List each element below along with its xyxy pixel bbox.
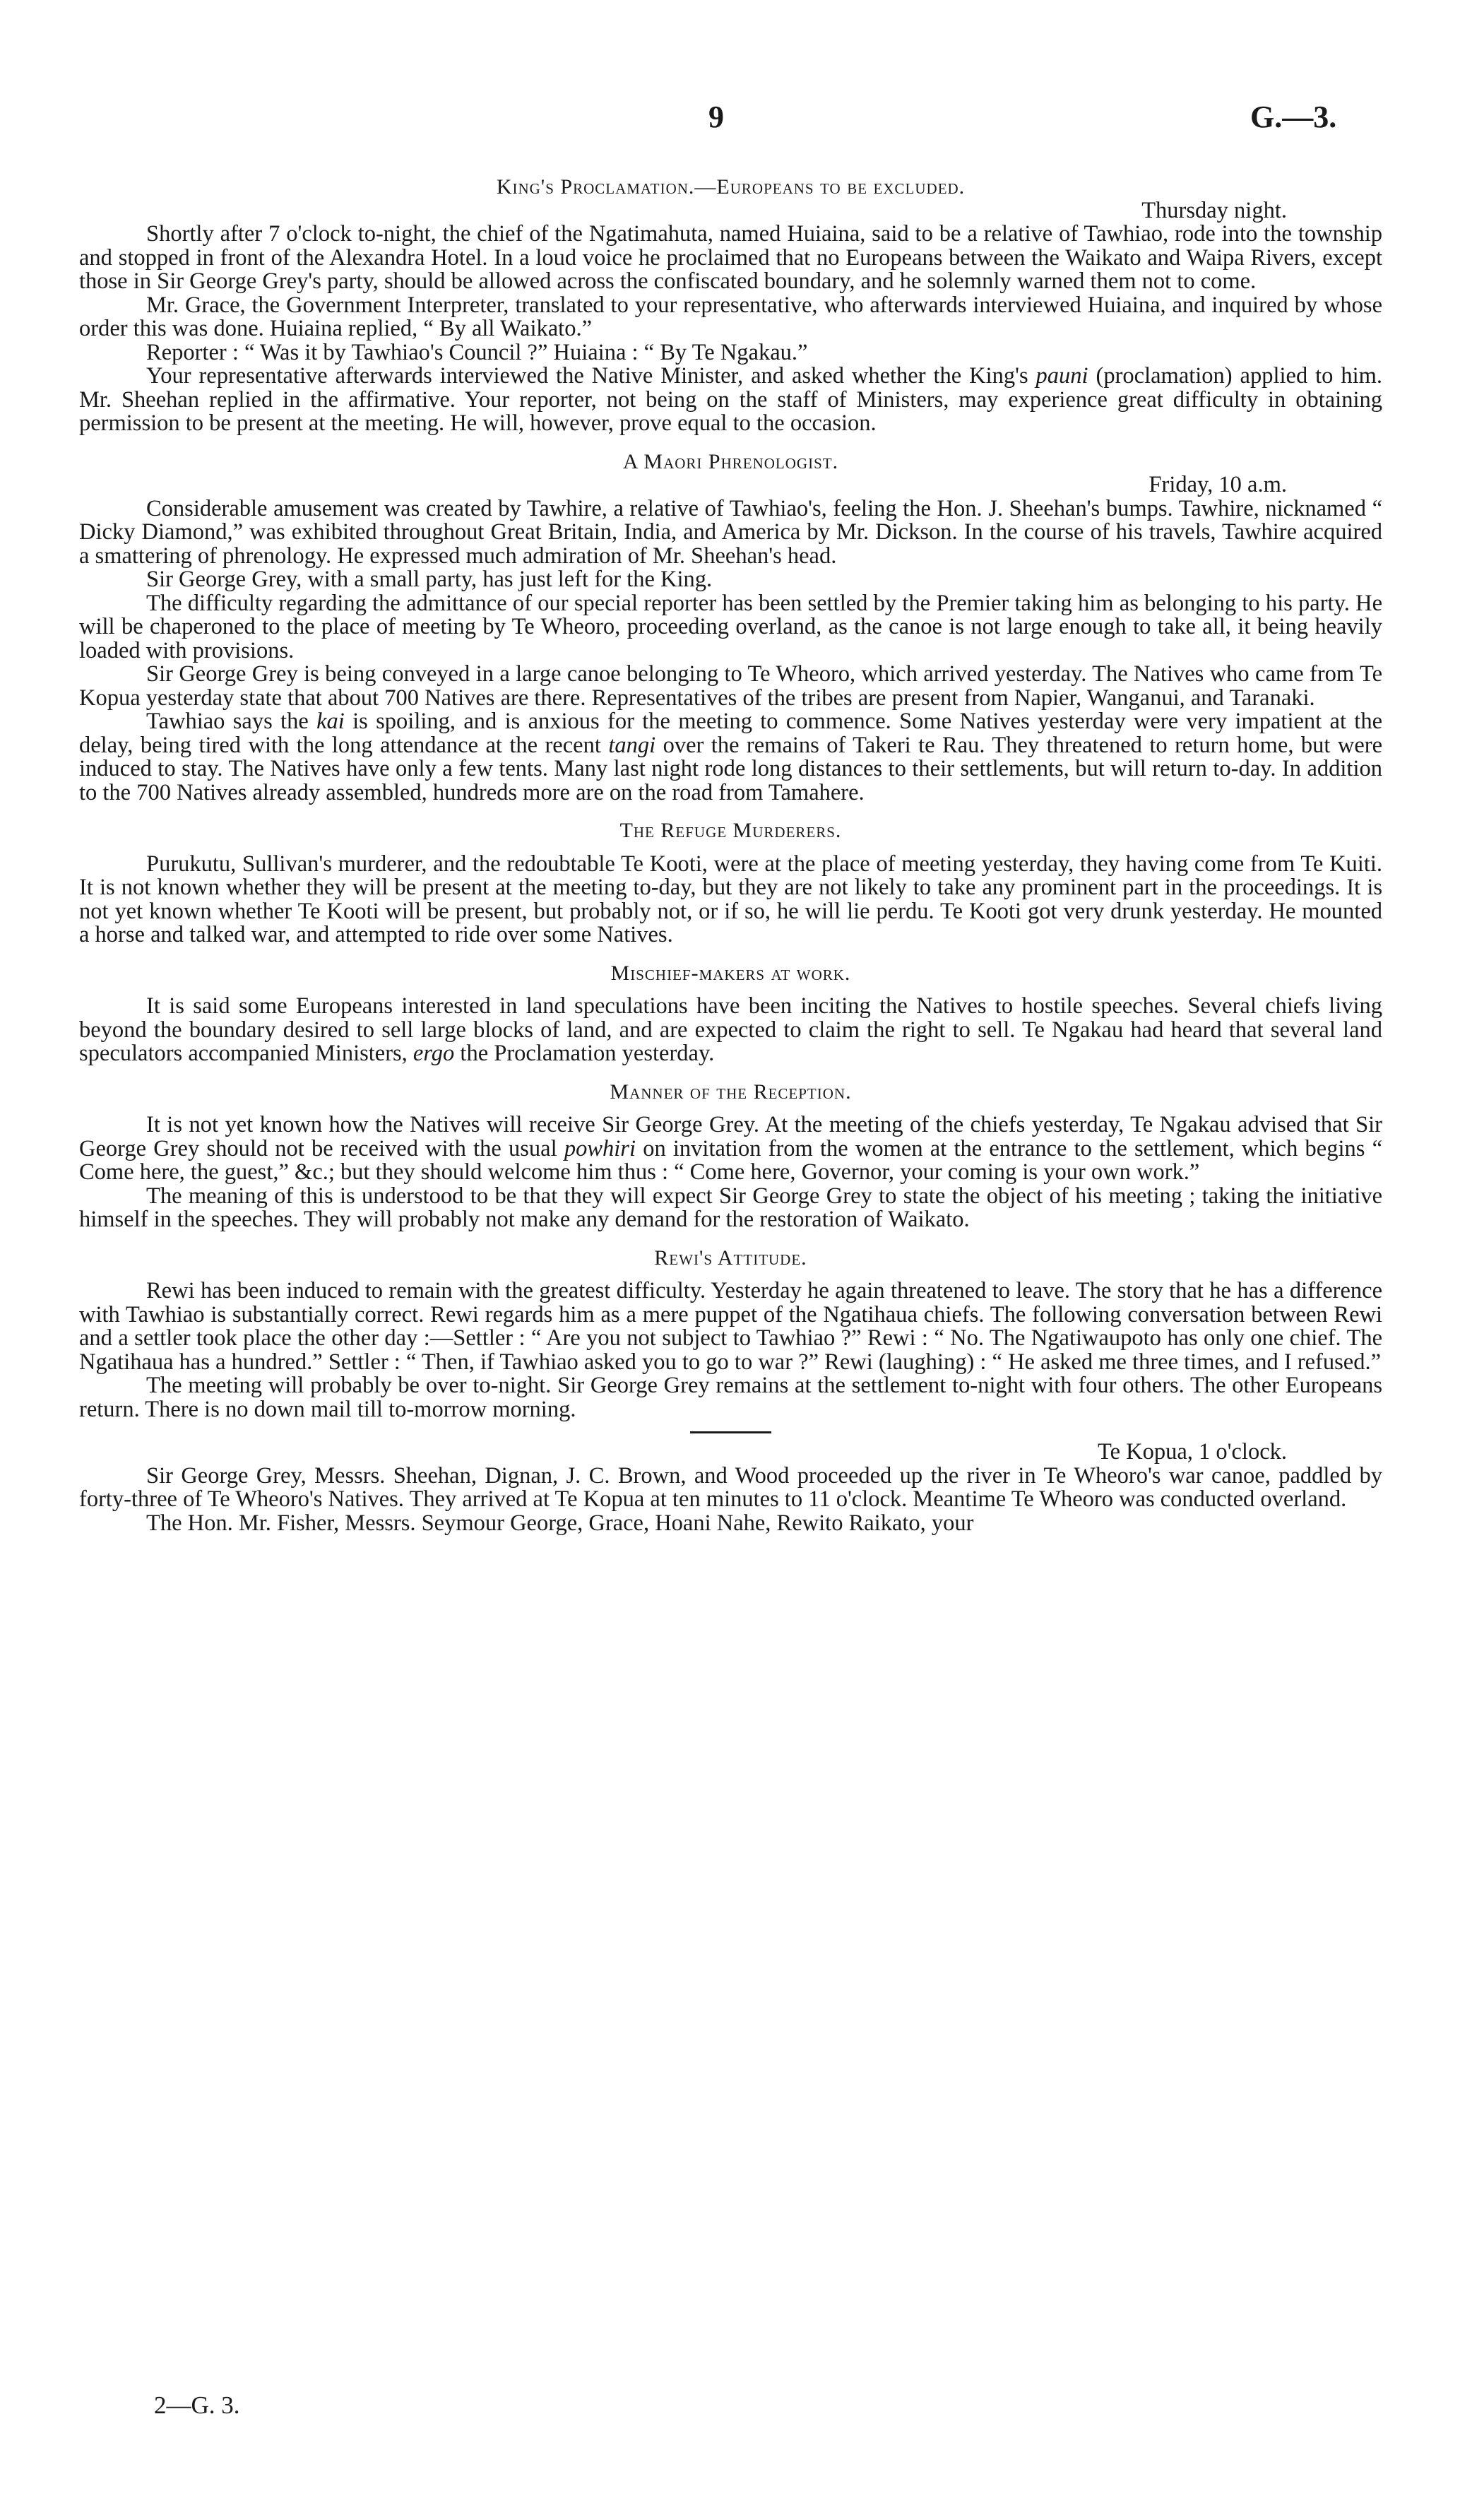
italic-term: powhiri: [564, 1135, 636, 1161]
text-run: Your representative afterwards interviewed the Native Minister, and asked whether the King's: [146, 363, 1028, 389]
section-heading: Rewi's Attitude.: [654, 1246, 807, 1270]
section-heading: A Maori Phrenologist.: [622, 449, 839, 473]
paragraph: Reporter : “ Was it by Tawhiao's Council ?” Huiaina : “ By Te Ngakau.”: [146, 339, 808, 365]
italic-term: kai: [316, 709, 345, 734]
section-heading: The Refuge Murderers.: [619, 819, 842, 842]
paragraph: Rewi has been induced to remain with the greatest difficulty. Yesterday he again threatened to leave. The story that he has a difference with Tawhiao is substantially correct. Rewi regards him as a mere puppet of the Ngatihaua chiefs. The following conversation between Rewi and a settler took place the other day :—Settler : “ Are you not subject to Tawhiao ?” Rewi : “ No. The Ngatiwaupoto has only one chief. The Ngatihaua has a hundred.” Settler : “ Then, if Tawhiao asked you to go to war ?” Rewi (laughing) : “ He asked me three times, and I refused.”: [79, 1278, 1382, 1375]
document-reference: G.—3.: [1250, 100, 1337, 134]
paragraph: The meeting will probably be over to-night. Sir George Grey remains at the settlement to-night with four others. The other Europeans return. There is no down mail till to-morrow morning.: [79, 1373, 1382, 1422]
paragraph: Considerable amusement was created by Tawhire, a relative of Tawhiao's, feeling the Hon. J. Sheehan's bumps. Tawhire, nicknamed “ Dicky Diamond,” was exhibited throughout Great Britain, India, and America by Mr. Dickson. In the course of his travels, Tawhire acquired a smattering of phrenology. He expressed much admiration of Mr. Sheehan's head.: [79, 495, 1382, 569]
text-run: the Proclamation yesterday.: [460, 1041, 715, 1066]
paragraph: Sir George Grey, with a small party, has just left for the King.: [146, 567, 713, 592]
section-heading: Mischief-makers at work.: [610, 961, 851, 985]
section-heading: Manner of the Reception.: [610, 1079, 852, 1104]
paragraph: [79, 1113, 1382, 1185]
paragraph: The Hon. Mr. Fisher, Messrs. Seymour George, Grace, Hoani Nahe, Rewito Raikato, your: [146, 1510, 974, 1536]
paragraph: The difficulty regarding the admittance of our special reporter has been settled by the Premier taking him as belonging to his party. He will be chaperoned to the place of meeting by Te Wheoro, proceeding overland, as the canoe is not large enough to take all, it being heavily loaded with provisions.: [79, 590, 1382, 663]
paragraph: Shortly after 7 o'clock to-night, the chief of the Ngatimahuta, named Huiaina, said to be a relative of Tawhiao, rode into the township and stopped in front of the Alexandra Hotel. In a loud voice he proclaimed that no Europeans between the Waikato and Waipa Rivers, except those in Sir George Grey's party, should be allowed across the confiscated boundary, and he solemnly warned them not to come.: [79, 221, 1382, 294]
italic-term: pauni: [1035, 363, 1088, 389]
italic-term: tangi: [608, 732, 656, 758]
page-number: 9: [708, 100, 724, 134]
dateline: Friday, 10 a.m.: [1149, 472, 1287, 497]
text-run: It is not yet known how the Natives will receive Sir George Grey. At the meeting of the chiefs yesterday, Te Ngakau advised that Sir George Grey should not be received with the usual: [79, 1112, 1382, 1161]
text-run: is spoiling, and is anxious for the meeting to commence. Some Natives yesterday were very impatient at the delay, being tired with the long attendance at the recent: [79, 709, 1383, 758]
text-run: on invitation from the women at the entrance to the settlement, which begins “ Come here, the guest,” &c.; but they should welcome him thus : “ Come here, Governor, your coming is your own work.”: [79, 1135, 1382, 1185]
section-heading: King's Proclamation.—Europeans to be excluded.: [496, 175, 966, 199]
paragraph: [79, 995, 1382, 1066]
dateline: Thursday night.: [1141, 197, 1287, 223]
paragraph: Sir George Grey, Messrs. Sheehan, Dignan, J. C. Brown, and Wood proceeded up the river in Te Wheoro's war canoe, paddled by forty-three of Te Wheoro's Natives. They arrived at Te Kopua at ten minutes to 11 o'clock. Meantime Te Wheoro was conducted overland.: [79, 1462, 1382, 1512]
italic-term: ergo: [413, 1041, 455, 1066]
text-run: It is said some Europeans interested in land speculations have been inciting the Natives to hostile speeches. Several chiefs living beyond the boundary desired to sell large blocks of land, and are expected to claim the right to sell. Te Ngakau had heard that several land speculators accompanied Ministers,: [79, 993, 1382, 1066]
paragraph: [79, 710, 1382, 805]
signature-mark: 2—G. 3.: [154, 2391, 240, 2419]
paragraph: Sir George Grey is being conveyed in a large canoe belonging to Te Wheoro, which arrived yesterday. The Natives who came from Te Kopua yesterday state that about 700 Natives are there. Representatives of the tribes are present from Napier, Wanganui, and Taranaki.: [79, 661, 1382, 711]
article-body: [79, 175, 1382, 1535]
paragraph: The meaning of this is understood to be that they will expect Sir George Grey to state the object of his meeting ; taking the initiative himself in the speeches. They will probably not make any demand for the restoration of Waikato.: [79, 1183, 1382, 1232]
dateline: Te Kopua, 1 o'clock.: [1097, 1439, 1287, 1465]
text-run: over the remains of Takeri te Rau. They threatened to return home, but were induced to stay. The Natives have only a few tents. Many last night rode long distances to their settlements, but will return to-day. In addition to the 700 Natives already assembled, hundreds more are on the road from Tamahere.: [79, 732, 1383, 805]
text-run: Tawhiao says the: [146, 709, 309, 734]
paragraph: [79, 365, 1382, 436]
paragraph: Purukutu, Sullivan's murderer, and the redoubtable Te Kooti, were at the place of meeting yesterday, they having come from Te Kuiti. It is not known whether they will be present at the meeting to-day, but they are not likely to take any prominent part in the proceedings. It is not yet known whether Te Kooti will be present, but probably not, or if so, he will lie perdu. Te Kooti got very drunk yesterday. He mounted a horse and talked war, and attempted to ride over some Natives.: [79, 851, 1382, 947]
text-run: (proclamation) applied to him. Mr. Sheehan replied in the affirmative. Your reporter, not being on the staff of Ministers, may experience great difficulty in obtaining permission to be present at the meeting. He will, however, prove equal to the occasion.: [79, 363, 1383, 436]
section-divider: [690, 1431, 771, 1433]
paragraph: Mr. Grace, the Government Interpreter, translated to your representative, who afterwards interviewed Huiaina, and inquired by whose order this was done. Huiaina replied, “ By all Waikato.”: [79, 292, 1382, 341]
